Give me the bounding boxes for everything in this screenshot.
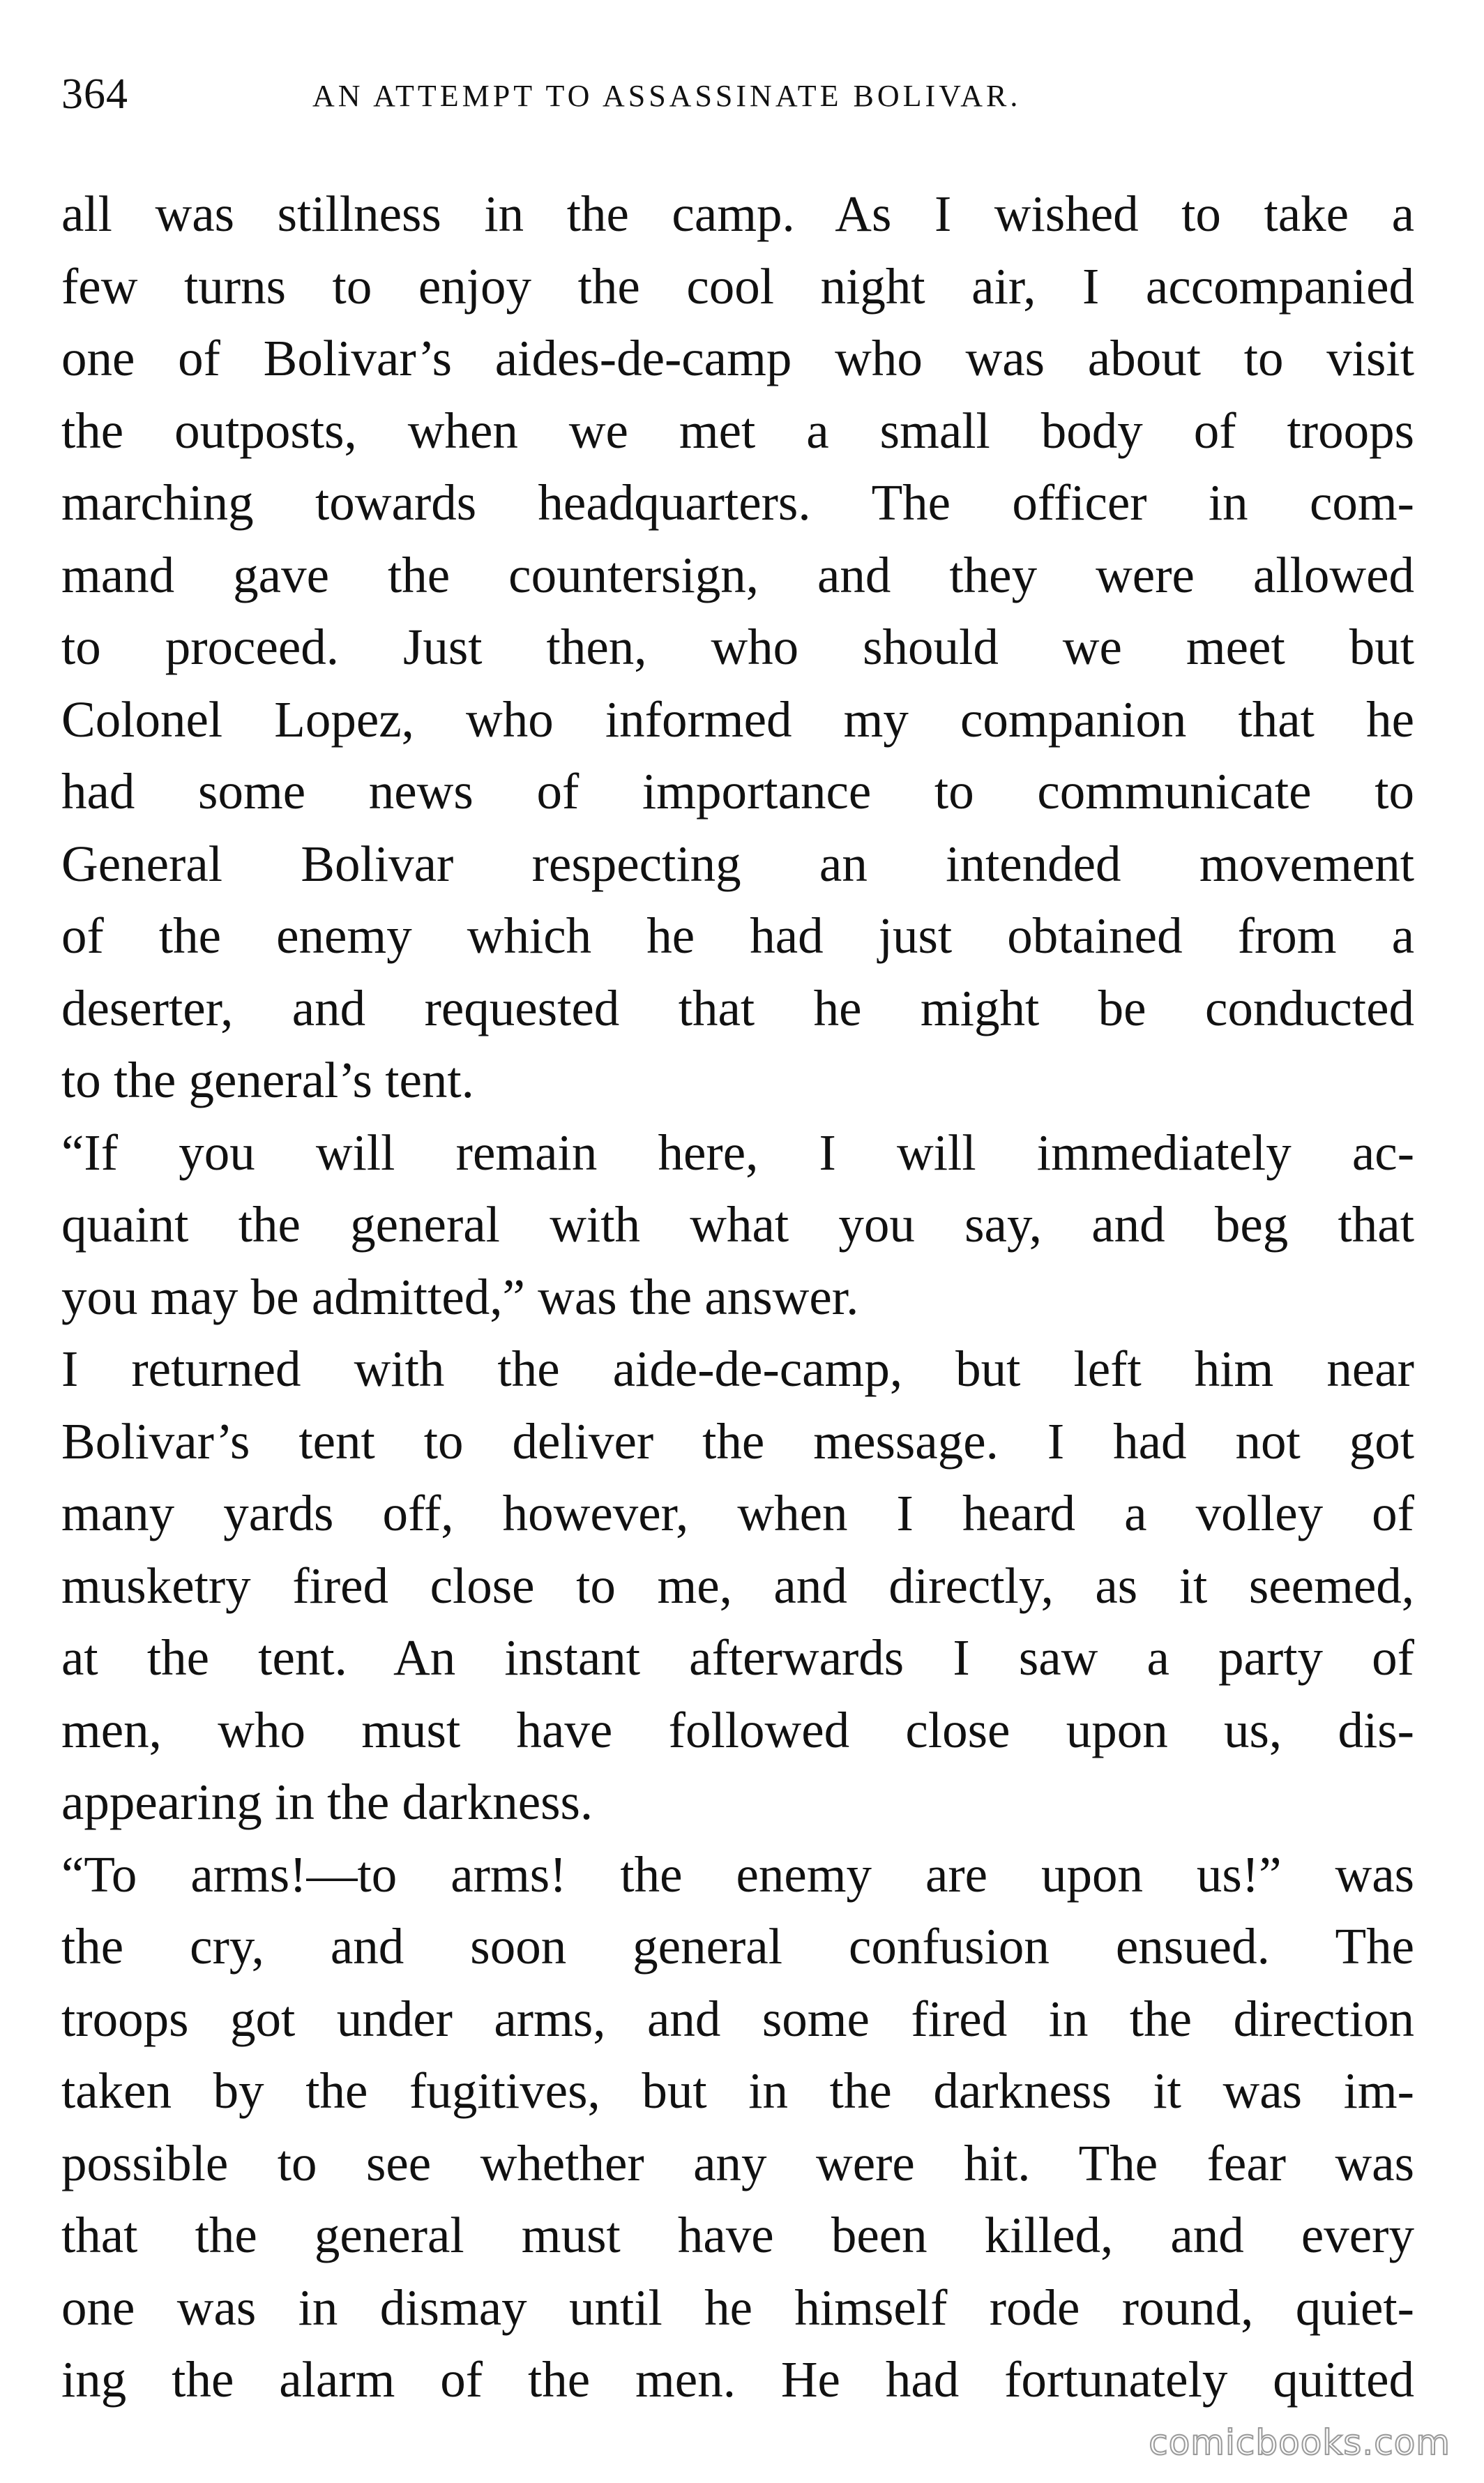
text-line: Bolivar’s tent to deliver the message. I had not got xyxy=(61,1412,1414,1470)
text-line: deserter, and requested that he might be conducted xyxy=(61,979,1414,1036)
text-line: that the general must have been killed, and every xyxy=(61,2207,1414,2263)
text-line: possible to see whether any were hit. The fear was xyxy=(61,2134,1414,2191)
text-line: one was in dismay until he himself rode round, quiet- xyxy=(61,2279,1414,2336)
text-line: few turns to enjoy the cool night air, I accompanied xyxy=(61,257,1414,315)
text-line: to proceed. Just then, who should we meet but xyxy=(61,619,1414,675)
text-line: appearing in the darkness. xyxy=(61,1774,593,1830)
text-line: you may be admitted,” was the answer. xyxy=(61,1268,859,1325)
text-line: musketry fired close to me, and directly, as it seemed, xyxy=(61,1557,1414,1614)
text-line: to the general’s tent. xyxy=(61,1052,474,1108)
text-line: I returned with the aide-de-camp, but left him near xyxy=(61,1341,1414,1397)
body-text xyxy=(61,178,1414,2416)
text-line: troops got under arms, and some fired in the direction xyxy=(61,1990,1414,2047)
text-line: “If you will remain here, I will immediately ac- xyxy=(61,1124,1414,1181)
text-line: “To arms!—to arms! the enemy are upon us!” was xyxy=(61,1846,1414,1903)
text-line: the cry, and soon general confusion ensued. The xyxy=(61,1918,1414,1975)
page-header xyxy=(61,66,1414,122)
text-line: quaint the general with what you say, and beg that xyxy=(61,1196,1414,1253)
text-line: Colonel Lopez, who informed my companion that he xyxy=(61,690,1414,748)
text-line: the outposts, when we met a small body of troops xyxy=(61,402,1414,459)
text-line: men, who must have followed close upon us, dis- xyxy=(61,1701,1414,1758)
text-line: one of Bolivar’s aides-de-camp who was about to visit xyxy=(61,330,1414,386)
running-head: AN ATTEMPT TO ASSASSINATE BOLIVAR. xyxy=(312,79,1022,113)
page-number: 364 xyxy=(61,70,128,118)
text-line: marching towards headquarters. The officer in com- xyxy=(61,474,1414,531)
text-line: General Bolivar respecting an intended movement xyxy=(61,835,1414,892)
text-line: at the tent. An instant afterwards I saw a party of xyxy=(61,1629,1414,1686)
watermark: comicbooks.com xyxy=(1149,2422,1451,2463)
text-line: many yards off, however, when I heard a volley of xyxy=(61,1485,1414,1541)
text-line: mand gave the countersign, and they were allowed xyxy=(61,546,1414,603)
text-line: had some news of importance to communicate to xyxy=(61,763,1414,820)
text-line: of the enemy which he had just obtained from a xyxy=(61,907,1414,964)
text-line: all was stillness in the camp. As I wished to take a xyxy=(61,186,1414,242)
text-line: ing the alarm of the men. He had fortunately quitted xyxy=(61,2351,1414,2408)
text-line: taken by the fugitives, but in the darkness it was im- xyxy=(61,2062,1414,2119)
